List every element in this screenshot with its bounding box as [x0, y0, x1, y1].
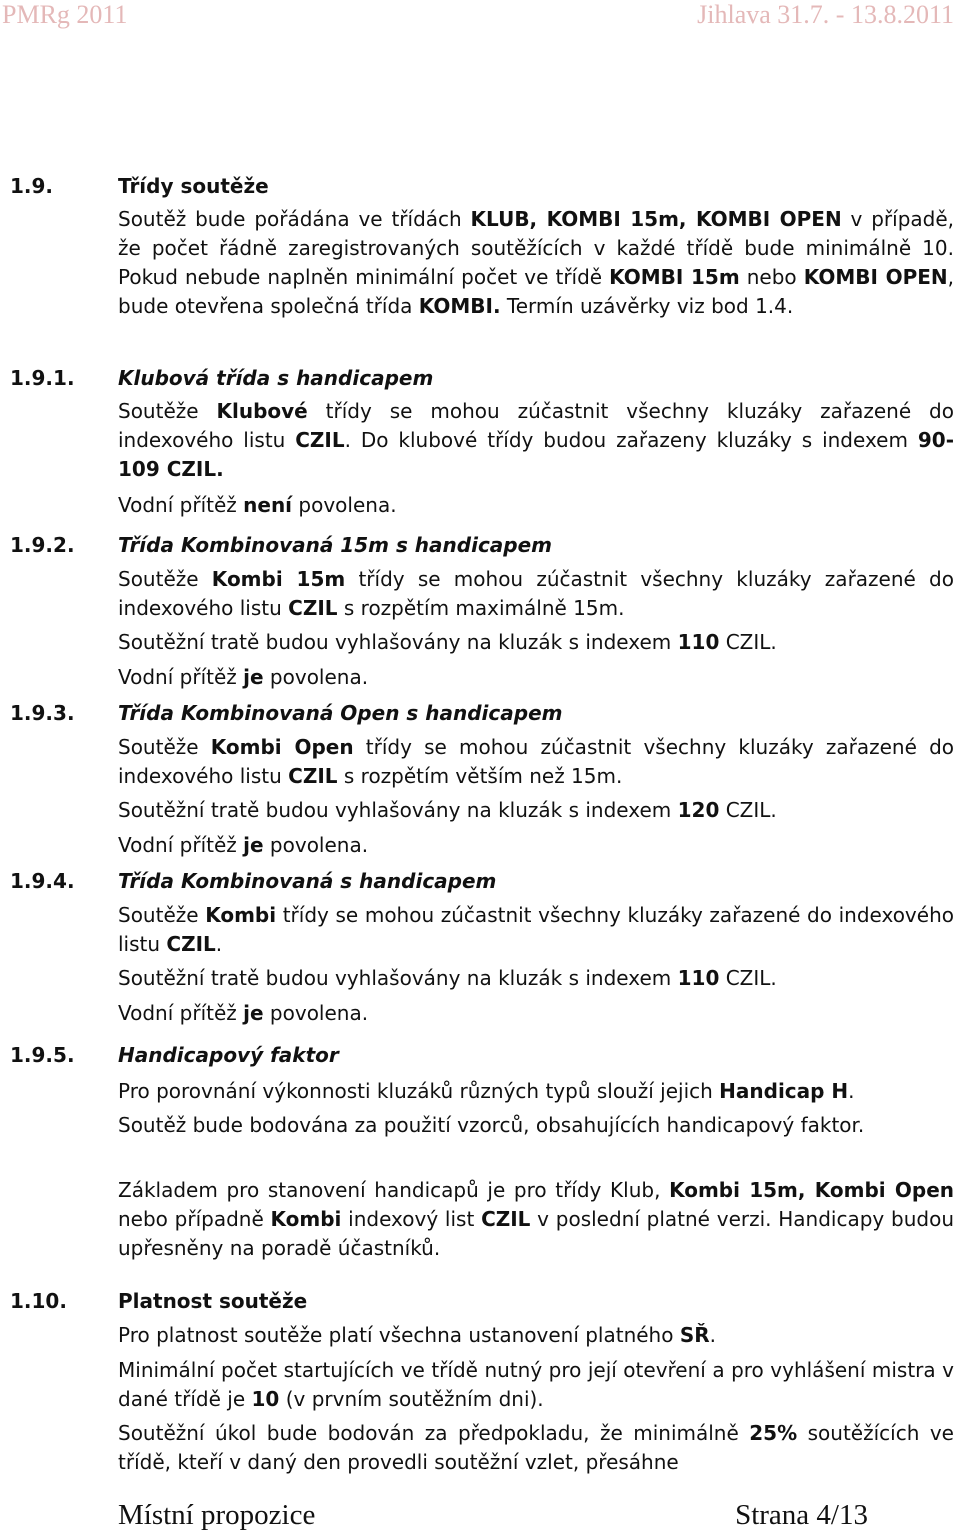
text: Minimální počet startujících ve třídě nutný pro její otevření a pro vyhlášení mistra v dané třídě je [118, 1358, 954, 1411]
text: (v prvním soutěžním dni). [279, 1387, 544, 1411]
text: Soutěžní úkol bude bodován za předpokladu, že minimálně [118, 1421, 750, 1445]
section-number: 1.9. [10, 174, 54, 198]
text: Pro platnost soutěže platí všechna ustanovení platného [118, 1323, 680, 1347]
section-title: Třída Kombinovaná Open s handicapem [118, 701, 563, 725]
bold-text: CZIL [166, 932, 216, 956]
text: s rozpětím maximálně 15m. [337, 596, 625, 620]
text: Vodní přítěž [118, 833, 244, 857]
text: Soutěž bude pořádána ve třídách [118, 207, 471, 231]
paragraph [118, 663, 954, 692]
text: Vodní přítěž [118, 1001, 244, 1025]
section-number: 1.9.1. [10, 366, 75, 390]
text: Pro porovnání výkonnosti kluzáků různých typů slouží jejich [118, 1079, 720, 1103]
text: . Do klubové třídy budou zařazeny kluzáky s indexem [344, 428, 918, 452]
paragraph [118, 565, 954, 623]
text: . [215, 932, 223, 956]
paragraph [118, 796, 954, 825]
bold-text: CZIL [295, 428, 345, 452]
text: v poslední platné verzi. Handicapy budou upřesněny na poradě účastníků. [118, 1207, 954, 1260]
section-title: Platnost soutěže [118, 1289, 308, 1313]
text: Vodní přítěž [118, 665, 244, 689]
paragraph [118, 1356, 954, 1414]
footer-document-name: Místní propozice [118, 1499, 316, 1531]
page-footer [118, 1498, 868, 1534]
text: třídy se mohou zúčastnit všechny kluzáky zařazené do indexového listu [118, 735, 954, 788]
bold-text: CZIL [288, 596, 338, 620]
text: Vodní přítěž [118, 493, 244, 517]
bold-text: Kombi [205, 903, 277, 927]
text: povolena. [263, 1001, 369, 1025]
text: třídy se mohou zúčastnit všechny kluzáky zařazené do indexového listu [118, 399, 954, 452]
text: Soutěžní tratě budou vyhlašovány na kluzák s indexem [118, 798, 678, 822]
text: CZIL. [719, 630, 777, 654]
paragraph [118, 831, 954, 860]
bold-text: KOMBI OPEN [803, 265, 948, 289]
paragraph [118, 999, 954, 1028]
bold-text: 10 [251, 1387, 280, 1411]
paragraph [118, 397, 954, 484]
text: Termín uzávěrky viz bod 1.4. [500, 294, 794, 318]
text: CZIL. [719, 966, 777, 990]
text: Soutěže [118, 399, 217, 423]
text: . [848, 1079, 855, 1103]
text: povolena. [263, 665, 369, 689]
bold-text: Kombi [270, 1207, 342, 1231]
section-number: 1.9.5. [10, 1043, 75, 1067]
paragraph [118, 964, 954, 993]
text: indexový list [341, 1207, 482, 1231]
paragraph [118, 733, 954, 791]
text: s rozpětím větším než 15m. [337, 764, 623, 788]
paragraph [118, 1111, 954, 1140]
bold-text: je [243, 1001, 264, 1025]
header-event-name: PMRg 2011 [2, 0, 128, 29]
bold-text: SŘ [679, 1323, 710, 1347]
paragraph [118, 628, 954, 657]
text: nebo [739, 265, 804, 289]
bold-text: CZIL [481, 1207, 531, 1231]
text: nebo případně [118, 1207, 271, 1231]
bold-text: Handicap H [719, 1079, 849, 1103]
page-header [0, 0, 960, 30]
bold-text: 120 [677, 798, 720, 822]
bold-text: Kombi Open [210, 735, 354, 759]
paragraph [118, 1321, 954, 1350]
bold-text: není [243, 493, 293, 517]
bold-text: Klubové [216, 399, 308, 423]
text: soutěžících ve třídě, kteří v daný den provedli soutěžní vzlet, přesáhne [118, 1421, 954, 1474]
section-title: Handicapový faktor [118, 1043, 339, 1067]
bold-text: KOMBI. [418, 294, 501, 318]
footer-page-number: Strana 4/13 [735, 1499, 868, 1531]
text: . [709, 1323, 716, 1347]
text: v případě, že počet řádně zaregistrovaných soutěžících v každé třídě bude minimálně 10. Pokud nebude naplněn minimální počet ve třídě [118, 207, 955, 289]
bold-text: 110 [677, 966, 720, 990]
text: třídy se mohou zúčastnit všechny kluzáky zařazené do indexového listu [118, 903, 954, 956]
section-title: Třídy soutěže [118, 174, 269, 198]
paragraph [118, 1176, 954, 1263]
section-number: 1.9.2. [10, 533, 75, 557]
bold-text: KLUB, KOMBI 15m, KOMBI OPEN [470, 207, 842, 231]
text: CZIL. [719, 798, 777, 822]
text: povolena. [263, 833, 369, 857]
bold-text: KOMBI 15m [609, 265, 740, 289]
text: třídy se mohou zúčastnit všechny kluzáky zařazené do indexového listu [118, 567, 954, 620]
text: Soutěžní tratě budou vyhlašovány na kluzák s indexem [118, 630, 678, 654]
section-number: 1.9.3. [10, 701, 75, 725]
section-title: Třída Kombinovaná 15m s handicapem [118, 533, 553, 557]
paragraph [118, 205, 954, 321]
text: Soutěže [118, 567, 212, 591]
text: povolena. [292, 493, 397, 517]
section-number: 1.10. [10, 1289, 67, 1313]
text: Soutěže [118, 735, 211, 759]
bold-text: je [243, 833, 264, 857]
bold-text: Kombi 15m, Kombi Open [669, 1178, 954, 1202]
section-title: Klubová třída s handicapem [118, 366, 434, 390]
text: Soutěžní tratě budou vyhlašovány na kluzák s indexem [118, 966, 678, 990]
text: Základem pro stanovení handicapů je pro třídy Klub, [118, 1178, 670, 1202]
section-number: 1.9.4. [10, 869, 75, 893]
text: Soutěže [118, 903, 206, 927]
section-title: Třída Kombinovaná s handicapem [118, 869, 497, 893]
bold-text: 110 [677, 630, 720, 654]
bold-text: CZIL [288, 764, 338, 788]
header-event-dates: Jihlava 31.7. - 13.8.2011 [697, 0, 954, 29]
bold-text: 90-109 CZIL. [118, 428, 955, 481]
bold-text: Kombi 15m [211, 567, 346, 591]
text: Soutěž bude bodována za použití vzorců, obsahujících handicapový faktor. [118, 1113, 865, 1137]
paragraph [118, 1419, 954, 1477]
bold-text: je [243, 665, 264, 689]
paragraph [118, 901, 954, 959]
paragraph [118, 1077, 954, 1106]
paragraph [118, 491, 954, 520]
bold-text: 25% [749, 1421, 798, 1445]
text: , bude otevřena společná třída [118, 265, 954, 318]
